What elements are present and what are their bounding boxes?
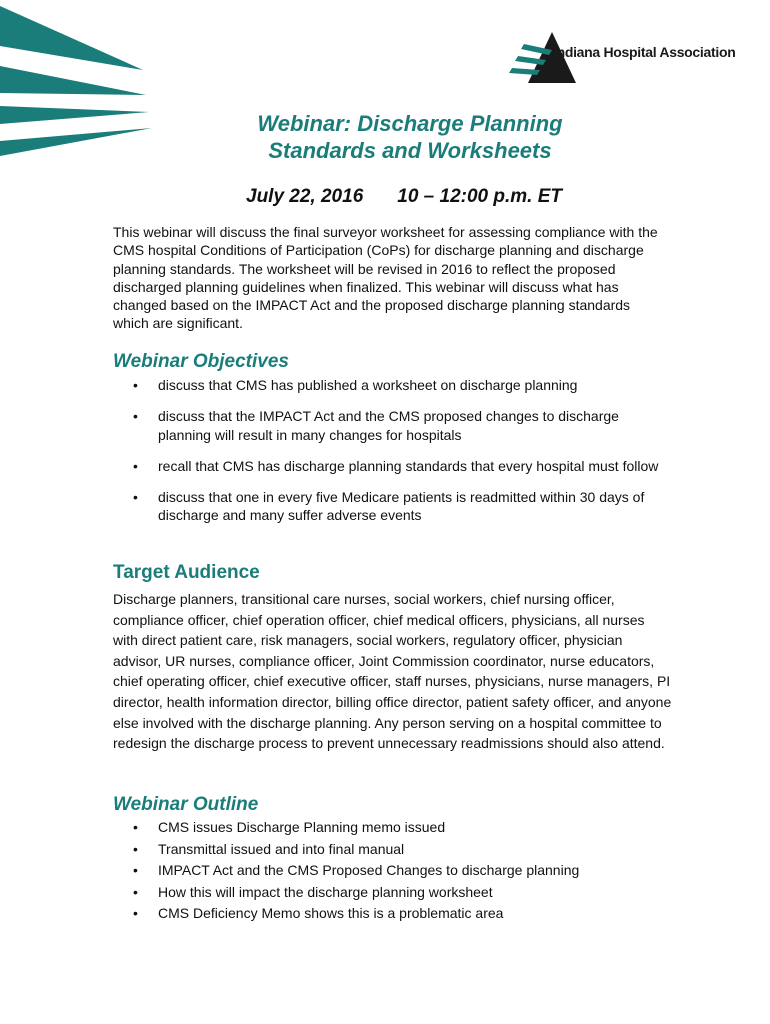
list-item: • CMS issues Discharge Planning memo issued [133,819,446,835]
event-date: July 22, 2016 [246,186,364,207]
title-line-2: Standards and Worksheets [268,138,552,163]
title-line-1: Webinar: Discharge Planning [257,111,563,136]
objectives-heading: Webinar Objectives [113,351,289,372]
list-item: • IMPACT Act and the CMS Proposed Changes to discharge planning [133,862,580,878]
outline-list [113,817,673,925]
page-title [200,110,620,164]
event-dateline [246,186,562,208]
list-item: • Transmittal issued and into final manual [133,840,405,857]
list-item: • recall that CMS has discharge planning standards that every hospital must follow [133,457,659,474]
list-item: • CMS Deficiency Memo shows this is a problematic area [133,905,504,921]
objectives-list [113,376,673,537]
org-name: Indiana Hospital Association [553,44,736,60]
list-item: • How this will impact the discharge planning worksheet [133,883,493,900]
intro-paragraph: This webinar will discuss the final surveyor worksheet for assessing compliance with the CMS hospital Conditions of Participation (CoPs) for discharge planning and discharge planning standards. The worksheet will be revised in 2016 to reflect the proposed discharged planning guidelines when finalized. This webinar will discuss what has changed based on the IMPACT Act and the proposed discharge planning standards which are significant. [113,224,658,332]
audience-paragraph: Discharge planners, transitional care nurses, social workers, chief nursing officer, compliance officer, chief operation officer, chief medical officers, physicians, all nurses with direct patient care, risk managers, social workers, regulatory officer, physician advisor, UR nurses, compliance officer, Joint Commission coordinator, nurse educators, chief operating officer, chief executive officer, staff nurses, physicians, nurse managers, PI director, health information director, billing office director, patient safety officer, and anyone else involved with the discharge planning. Any person serving on a hospital committee to redesign the discharge process to prevent unnecessary readmissions should also attend. [113,591,672,752]
audience-heading: Target Audience [113,562,260,583]
list-item: • discuss that CMS has published a worksheet on discharge planning [133,377,578,393]
decorative-stripes [0,0,160,170]
event-time: 10 – 12:00 p.m. ET [397,186,563,207]
list-item: • discuss that the IMPACT Act and the CMS proposed changes to discharge planning will result in many changes for hospitals [133,408,619,443]
list-item: • discuss that one in every five Medicare patients is readmitted within 30 days of discharge and many suffer adverse events [133,488,645,523]
outline-heading: Webinar Outline [113,794,259,815]
